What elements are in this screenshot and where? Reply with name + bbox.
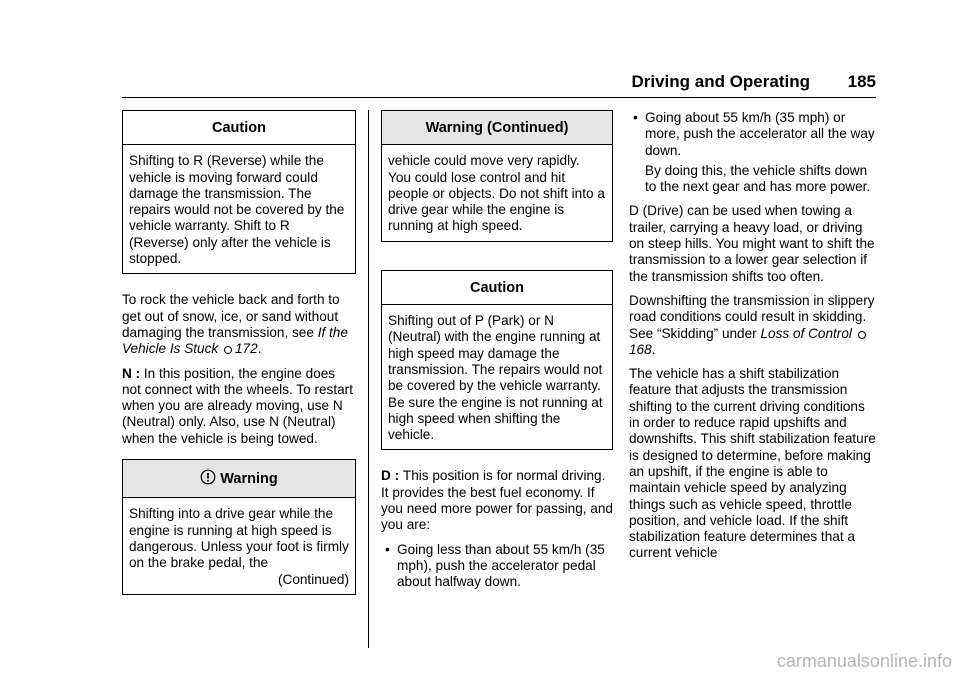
caution-text: Shifting to R (Reverse) while the vehicle is moving forward could damage the transmission. The repairs would not be covered by the vehicle warranty. Shift to R (Reverse) only after the vehicle is stopped. bbox=[129, 153, 345, 267]
caution-box-2 bbox=[381, 270, 613, 451]
page-header bbox=[122, 72, 876, 98]
page-reference-icon bbox=[224, 346, 232, 354]
warning-continued-title: Warning (Continued) bbox=[382, 111, 612, 145]
warning-continued-text: vehicle could move very rapidly. You could lose control and hit people or objects. Do not shift into a drive gear while the engine is running at high speed. bbox=[388, 153, 605, 234]
caution-title: Caution bbox=[123, 111, 355, 145]
bullet-mark: • bbox=[633, 110, 638, 125]
link-loss-of-control[interactable]: Loss of Control bbox=[760, 325, 852, 341]
warning-header bbox=[123, 460, 355, 498]
section-title: Driving and Operating bbox=[631, 72, 810, 91]
warning-box bbox=[122, 459, 356, 595]
paragraph-rock-vehicle: To rock the vehicle back and forth to get out of snow, ice, or sand without damaging the transmission, see If the Vehicle Is Stuck 172. bbox=[122, 292, 348, 357]
caution-box bbox=[122, 110, 356, 274]
page-number: 185 bbox=[847, 72, 876, 91]
column-2 bbox=[381, 110, 613, 599]
warning-icon bbox=[200, 469, 216, 489]
watermark: carmanualsonline.info bbox=[776, 651, 952, 671]
lead-n: N : bbox=[122, 365, 144, 381]
warning-title: Warning bbox=[220, 471, 278, 488]
paragraph-downshifting: Downshifting the transmission in slippery road conditions could result in skidding. See “Skidding” under Loss of Control 168. bbox=[629, 292, 875, 357]
column-divider bbox=[368, 110, 369, 648]
column-1 bbox=[122, 110, 356, 613]
link-if-vehicle-stuck[interactable]: If the Vehicle Is Stuck bbox=[122, 324, 348, 357]
column-3 bbox=[629, 110, 877, 570]
paragraph-neutral: N : In this position, the engine does not connect with the wheels. To restart when you are already moving, use N (Neutral) only. Also, use N (Neutral) when the vehicle is being towed. bbox=[122, 365, 353, 446]
list-item: • Going about 55 km/h (35 mph) or more, push the accelerator all the way down. bbox=[633, 110, 875, 158]
page-reference-icon bbox=[858, 331, 866, 339]
caution-title-2: Caution bbox=[382, 271, 612, 305]
page-ref-number[interactable]: 172 bbox=[235, 341, 258, 357]
list-item: • Going less than about 55 km/h (35 mph), push the accelerator pedal about halfway down. bbox=[385, 541, 605, 590]
bullet-subtext: By doing this, the vehicle shifts down to the next gear and has more power. bbox=[645, 162, 871, 195]
page-ref-number[interactable]: 168 bbox=[629, 341, 652, 357]
header-rule bbox=[122, 97, 876, 98]
paragraph-drive: D : This position is for normal driving. It provides the best fuel economy. If you need more power for passing, and you are: bbox=[381, 468, 613, 533]
warning-continued-box bbox=[381, 110, 613, 242]
warning-text: Shifting into a drive gear while the engine is running at high speed is dangerous. Unless your foot is firmly on the brake pedal, the bbox=[129, 506, 349, 571]
lead-d: D : bbox=[381, 468, 403, 484]
continued-label: (Continued) bbox=[277, 571, 349, 587]
bullet-mark: • bbox=[385, 541, 390, 557]
paragraph-towing: D (Drive) can be used when towing a trailer, carrying a heavy load, or driving on steep hills. You might want to shift the transmission to a lower gear selection if the transmission shifts too often. bbox=[629, 203, 875, 284]
caution-text-2: Shifting out of P (Park) or N (Neutral) with the engine running at high speed may damage the transmission. The repairs would not be covered by the vehicle warranty. Be sure the engine is not running at high speed when shifting the vehicle. bbox=[388, 313, 603, 443]
paragraph-shift-stabilization: The vehicle has a shift stabilization feature that adjusts the transmission shifting to the current driving conditions in order to reduce rapid upshifts and downshifts. This shift stabilization feature is designed to determine, before making an upshift, if the engine is able to maintain vehicle speed by analyzing things such as vehicle speed, throttle position, and vehicle load. If the shift stabilization feature determines that a current vehicle bbox=[629, 366, 876, 561]
